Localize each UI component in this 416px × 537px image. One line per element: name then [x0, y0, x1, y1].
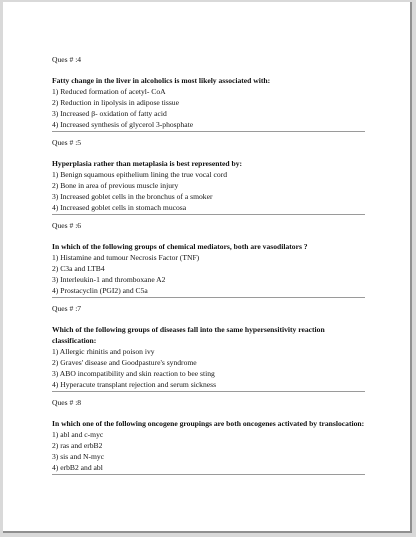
question-stem: In which of the following groups of chemical mediators, both are vasodilators ? — [52, 242, 308, 251]
question-block — [52, 303, 367, 392]
option: 1) abl and c-myc — [52, 430, 104, 439]
option: 3) ABO incompatibility and skin reaction to bee sting — [52, 369, 215, 378]
option: 4) Hyperacute transplant rejection and serum sickness — [52, 379, 365, 392]
question-number: Ques # :7 — [52, 304, 82, 313]
question-stem: Fatty change in the liver in alcoholics is most likely associated with: — [52, 76, 271, 85]
option: 2) ras and erbB2 — [52, 441, 103, 450]
question-number: Ques # :4 — [52, 55, 82, 64]
option: 4) Prostacyclin (PGI2) and C5a — [52, 285, 365, 298]
option: 1) Allergic rhinitis and poison ivy — [52, 347, 155, 356]
option: 1) Histamine and tumour Necrosis Factor (TNF) — [52, 253, 200, 262]
option: 3) sis and N-myc — [52, 452, 105, 461]
question-number: Ques # :6 — [52, 221, 82, 230]
option: 4) Increased synthesis of glycerol 3-phosphate — [52, 119, 365, 132]
option: 1) Reduced formation of acetyl- CoA — [52, 87, 166, 96]
question-block — [52, 54, 367, 132]
option: 4) Increased goblet cells in stomach mucosa — [52, 202, 365, 215]
question-number: Ques # :5 — [52, 138, 82, 147]
question-block — [52, 137, 367, 215]
question-stem: Which of the following groups of diseases fall into the same hypersensitivity reaction classification: — [52, 325, 325, 345]
option: 2) Reduction in lipolysis in adipose tissue — [52, 98, 179, 107]
question-stem: In which one of the following oncogene groupings are both oncogenes activated by translocation: — [52, 419, 365, 428]
option: 2) Bone in area of previous muscle injury — [52, 181, 179, 190]
option: 4) erbB2 and abl — [52, 462, 365, 475]
option: 1) Benign squamous epithelium lining the true vocal cord — [52, 170, 228, 179]
option: 3) Increased goblet cells in the bronchus of a smoker — [52, 192, 213, 201]
question-block — [52, 397, 367, 475]
question-block — [52, 220, 367, 298]
question-number: Ques # :8 — [52, 398, 82, 407]
option: 2) C3a and LTB4 — [52, 264, 105, 273]
option: 3) Interleukin-1 and thromboxane A2 — [52, 275, 166, 284]
option: 3) Increased β- oxidation of fatty acid — [52, 109, 167, 118]
document-page — [3, 2, 412, 533]
option: 2) Graves' disease and Goodpasture's syndrome — [52, 358, 197, 367]
question-stem: Hyperplasia rather than metaplasia is best represented by: — [52, 159, 243, 168]
question-list — [52, 54, 367, 475]
